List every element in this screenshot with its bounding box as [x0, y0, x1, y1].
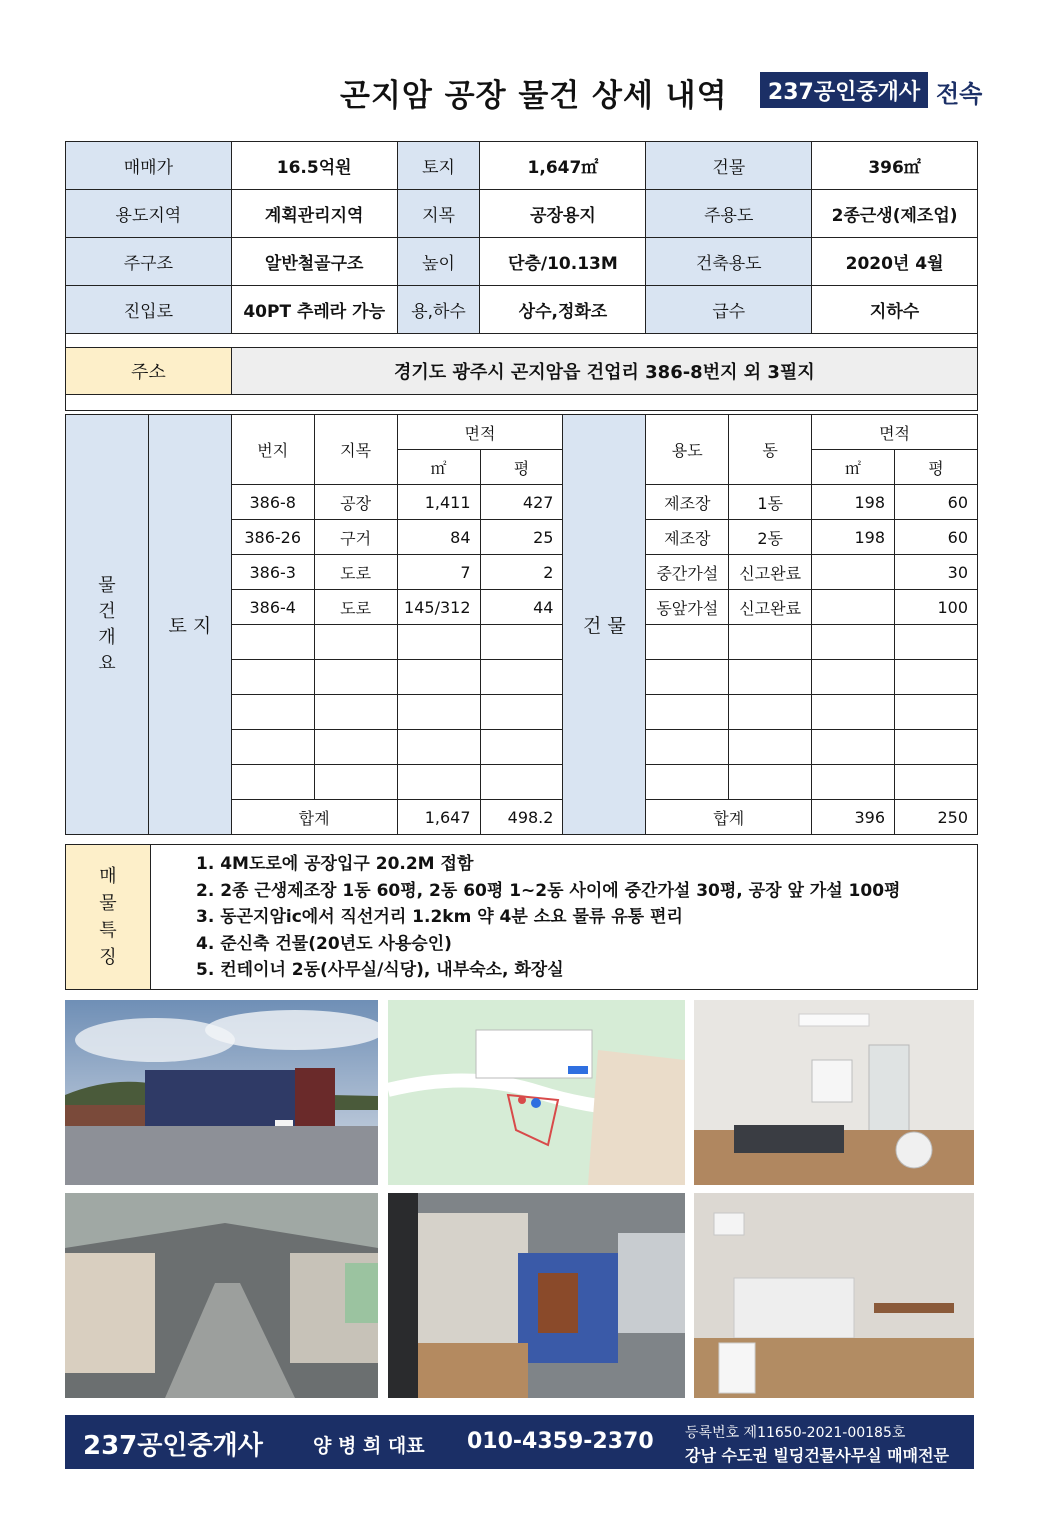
- info-row: [66, 190, 978, 238]
- land-lot: 386-4: [231, 590, 314, 625]
- info-value: 2종근생(제조업): [812, 190, 978, 238]
- info-row: [66, 142, 978, 190]
- building-pyeong-header: 평: [895, 450, 978, 485]
- info-value: 지하수: [812, 286, 978, 334]
- list-item: 3. 동곤지암ic에서 직선거리 1.2km 약 4분 소요 물류 유통 편리: [196, 907, 683, 927]
- info-label: 토지: [397, 142, 480, 190]
- land-sqm: 7: [397, 555, 480, 590]
- photo-warehouse-interior: [65, 1193, 378, 1398]
- land-lot: 386-3: [231, 555, 314, 590]
- lot-header: 번지: [231, 415, 314, 485]
- footer-phone: 010-4359-2370: [467, 1429, 654, 1454]
- land-total-label: 합계: [231, 800, 397, 835]
- land-category: 도로: [314, 590, 397, 625]
- land-sqm: 84: [397, 520, 480, 555]
- building-pyeong: 30: [895, 555, 978, 590]
- building-total-label: 합계: [646, 800, 812, 835]
- land-sqm: 1,411: [397, 485, 480, 520]
- footer-banner: [65, 1415, 974, 1469]
- building-dong: 신고완료: [729, 590, 812, 625]
- building-sqm: 198: [812, 520, 895, 555]
- category-header: 지목: [314, 415, 397, 485]
- building-total-pyeong: 250: [895, 800, 978, 835]
- spacer-row: [66, 334, 978, 348]
- info-value: 상수,정화조: [480, 286, 646, 334]
- info-value: 2020년 4월: [812, 238, 978, 286]
- land-total-pyeong: 498.2: [480, 800, 563, 835]
- building-pyeong: 60: [895, 485, 978, 520]
- footer-specialty: 강남 수도권 빌딩건물사무실 매매전문: [685, 1446, 950, 1465]
- footer-representative: 양 병 희 대표: [313, 1435, 425, 1457]
- building-pyeong: 60: [895, 520, 978, 555]
- building-use: 중간가설: [646, 555, 729, 590]
- info-label: 높이: [397, 238, 480, 286]
- land-pyeong: 2: [480, 555, 563, 590]
- page-title: 곤지암 공장 물건 상세 내역: [340, 78, 728, 114]
- address-value: 경기도 광주시 곤지암읍 건업리 386-8번지 외 3필지: [231, 348, 977, 395]
- info-row: [66, 286, 978, 334]
- info-label: 매매가: [66, 142, 232, 190]
- list-item: 4. 준신축 건물(20년도 사용승인): [196, 933, 452, 954]
- info-row: [66, 238, 978, 286]
- info-value: 계획관리지역: [231, 190, 397, 238]
- photo-kitchen: [694, 1193, 974, 1398]
- features-box: [65, 844, 978, 990]
- footer-brand: 237공인중개사: [83, 1431, 263, 1461]
- list-item: 5. 컨테이너 2동(사무실/식당), 내부숙소, 화장실: [196, 960, 564, 980]
- info-label: 급수: [646, 286, 812, 334]
- building-sqm: [812, 590, 895, 625]
- list-item: 2. 2종 근생제조장 1동 60평, 2동 60평 1~2동 사이에 중간가설 30평, 공장 앞 가설 100평: [196, 880, 901, 901]
- land-sqm: 145/312: [397, 590, 480, 625]
- land-total-sqm: 1,647: [397, 800, 480, 835]
- photo-factory-exterior: [65, 1000, 378, 1185]
- land-area-header: 면적: [397, 415, 563, 450]
- building-use: 제조장: [646, 485, 729, 520]
- address-row: [66, 348, 978, 395]
- spacer-row: [66, 395, 978, 411]
- building-sqm: [812, 555, 895, 590]
- building-pyeong: 100: [895, 590, 978, 625]
- land-category: 도로: [314, 555, 397, 590]
- building-area-header: 면적: [812, 415, 978, 450]
- property-detail-table: [65, 414, 978, 835]
- info-value: 1,647㎡: [480, 142, 646, 190]
- land-sqm-header: ㎡: [397, 450, 480, 485]
- info-label: 지목: [397, 190, 480, 238]
- photo-container-office: [388, 1193, 685, 1398]
- land-category: 공장: [314, 485, 397, 520]
- features-label: 매 물 특 징: [66, 845, 151, 989]
- land-pyeong: 25: [480, 520, 563, 555]
- info-value: 40PT 추레라 가능: [231, 286, 397, 334]
- building-sqm: 198: [812, 485, 895, 520]
- use-header: 용도: [646, 415, 729, 485]
- building-dong: 1동: [729, 485, 812, 520]
- footer-registration: 등록번호 제11650-2021-00185호: [685, 1425, 906, 1441]
- building-label: 건 물: [563, 415, 646, 835]
- info-label: 진입로: [66, 286, 232, 334]
- info-label: 주용도: [646, 190, 812, 238]
- brand-badge: 237공인중개사: [760, 72, 928, 108]
- building-use: 동앞가설: [646, 590, 729, 625]
- exclusive-label: 전속: [936, 80, 983, 108]
- land-pyeong-header: 평: [480, 450, 563, 485]
- info-label: 건물: [646, 142, 812, 190]
- info-label: 용도지역: [66, 190, 232, 238]
- building-dong: 2동: [729, 520, 812, 555]
- property-info-table: [65, 141, 978, 411]
- land-pyeong: 44: [480, 590, 563, 625]
- info-label: 용,하수: [397, 286, 480, 334]
- info-label: 주구조: [66, 238, 232, 286]
- features-list: [196, 851, 900, 984]
- land-pyeong: 427: [480, 485, 563, 520]
- land-lot: 386-26: [231, 520, 314, 555]
- info-value: 단층/10.13M: [480, 238, 646, 286]
- info-value: 396㎡: [812, 142, 978, 190]
- building-sqm-header: ㎡: [812, 450, 895, 485]
- building-total-sqm: 396: [812, 800, 895, 835]
- building-use: 제조장: [646, 520, 729, 555]
- info-value: 알반철골구조: [231, 238, 397, 286]
- info-label: 건축용도: [646, 238, 812, 286]
- photo-room: [694, 1000, 974, 1185]
- list-item: 1. 4M도로에 공장입구 20.2M 접함: [196, 854, 474, 874]
- land-category: 구거: [314, 520, 397, 555]
- info-value: 공장용지: [480, 190, 646, 238]
- section-label: 물 건 개 요: [66, 415, 149, 835]
- address-label: 주소: [66, 348, 232, 395]
- land-lot: 386-8: [231, 485, 314, 520]
- info-value: 16.5억원: [231, 142, 397, 190]
- photo-location-map: [388, 1000, 685, 1185]
- dong-header: 동: [729, 415, 812, 485]
- building-dong: 신고완료: [729, 555, 812, 590]
- land-label: 토 지: [148, 415, 231, 835]
